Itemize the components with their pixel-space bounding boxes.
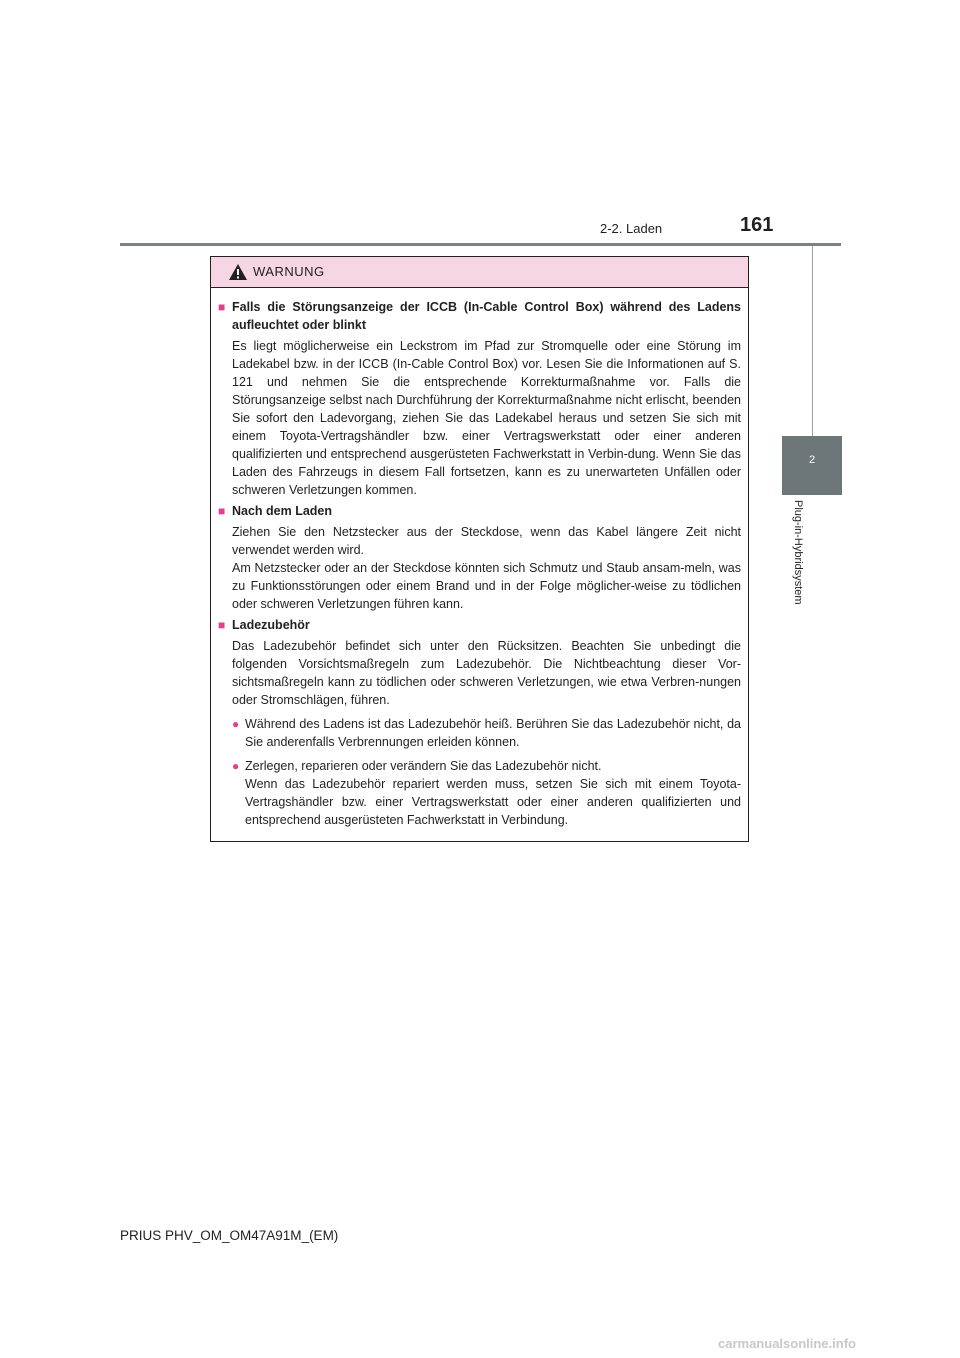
section-heading [218,502,741,520]
section-heading [218,298,741,334]
section-text [218,637,741,709]
warning-section [218,616,741,829]
section-text [218,523,741,613]
chapter-number: 2 [808,454,816,466]
section-title: Nach dem Laden [232,504,333,518]
warning-triangle-icon [228,263,248,281]
warning-box [210,256,749,842]
square-bullet-icon: ■ [218,300,226,314]
warning-header [211,257,748,288]
circle-bullet-icon: ● [232,759,240,773]
warning-section [218,298,741,499]
section-text [218,337,741,499]
square-bullet-icon: ■ [218,618,226,632]
paragraph: Zerlegen, reparieren oder verändern Sie das Ladezubehör nicht. [245,759,602,773]
list-item [218,715,741,751]
side-divider [812,246,813,436]
header-divider [120,243,841,246]
paragraph: Wenn das Ladezubehör repariert werden muss, setzen Sie sich mit einem Toyota-Vertragshändler bzw. einer Vertragswerkstatt oder einer anderen qualifizierten und entsprechend ausgerüsteten Fachwerkstatt in Verbindung. [245,777,741,827]
paragraph: Während des Ladens ist das Ladezubehör heiß. Berühren Sie das Ladezubehör nicht, da Sie anderenfalls Verbrennungen erleiden können. [245,717,741,749]
square-bullet-icon: ■ [218,504,226,518]
list-item [218,757,741,829]
paragraph: Das Ladezubehör befindet sich unter den Rücksitzen. Beachten Sie unbedingt die folgenden Vorsichtsmaßregeln zum Ladezubehör. Die Nichtbeachtung dieser Vor-sichtsmaßregeln kann zu tödlichen oder schweren Verletzungen, wie etwa Verbren-nungen oder Stromschlägen, führen. [232,639,741,707]
paragraph: Ziehen Sie den Netzstecker aus der Steckdose, wenn das Kabel längere Zeit nicht verwendet werden wird. [232,525,741,557]
page-number: 161 [740,214,774,236]
chapter-title: Plug-in-Hybridsystem [792,500,804,605]
chapter-tab [782,436,842,495]
warning-title: WARNUNG [253,264,325,279]
circle-bullet-icon: ● [232,717,240,731]
list-item-text [245,715,741,751]
warning-section [218,502,741,613]
section-title: Falls die Störungsanzeige der ICCB (In-Cable Control Box) während des Ladens aufleuchtet oder blinkt [232,300,741,332]
header-section-title: 2-2. Laden [600,221,663,236]
watermark: carmanualsonline.info [718,1336,856,1351]
section-heading [218,616,741,634]
warning-body [211,288,748,829]
section-title: Ladezubehör [232,618,310,632]
document-id: PRIUS PHV_OM_OM47A91M_(EM) [120,1228,339,1243]
paragraph: Am Netzstecker oder an der Steckdose könnten sich Schmutz und Staub ansam-meln, was zu Funktionsstörungen oder einem Brand und in der Folge möglicher-weise zu tödlichen oder schweren Verletzungen führen kann. [232,561,741,611]
paragraph: Es liegt möglicherweise ein Leckstrom im Pfad zur Stromquelle oder eine Störung im Ladekabel bzw. in der ICCB (In-Cable Control Box) vor. Lesen Sie die Informationen auf S. 121 und nehmen Sie die entsprechende Korrekturmaßnahme vor. Falls die Störungsanzeige selbst nach Durchführung der Korrekturmaßnahme nicht erlischt, beenden Sie sofort den Ladevorgang, ziehen Sie das Ladekabel heraus und setzen Sie sich mit einem Toyota-Vertragshändler bzw. einer Vertragswerkstatt oder einer anderen qualifizierten und entsprechend ausgerüsteten Fachwerkstatt in Verbin-dung. Wenn Sie das Laden des Fahrzeugs in diesem Fall fortsetzen, kann es zu unerwarteten Unfällen oder schweren Verletzungen kommen. [232,339,741,497]
list-item-text [245,757,741,829]
